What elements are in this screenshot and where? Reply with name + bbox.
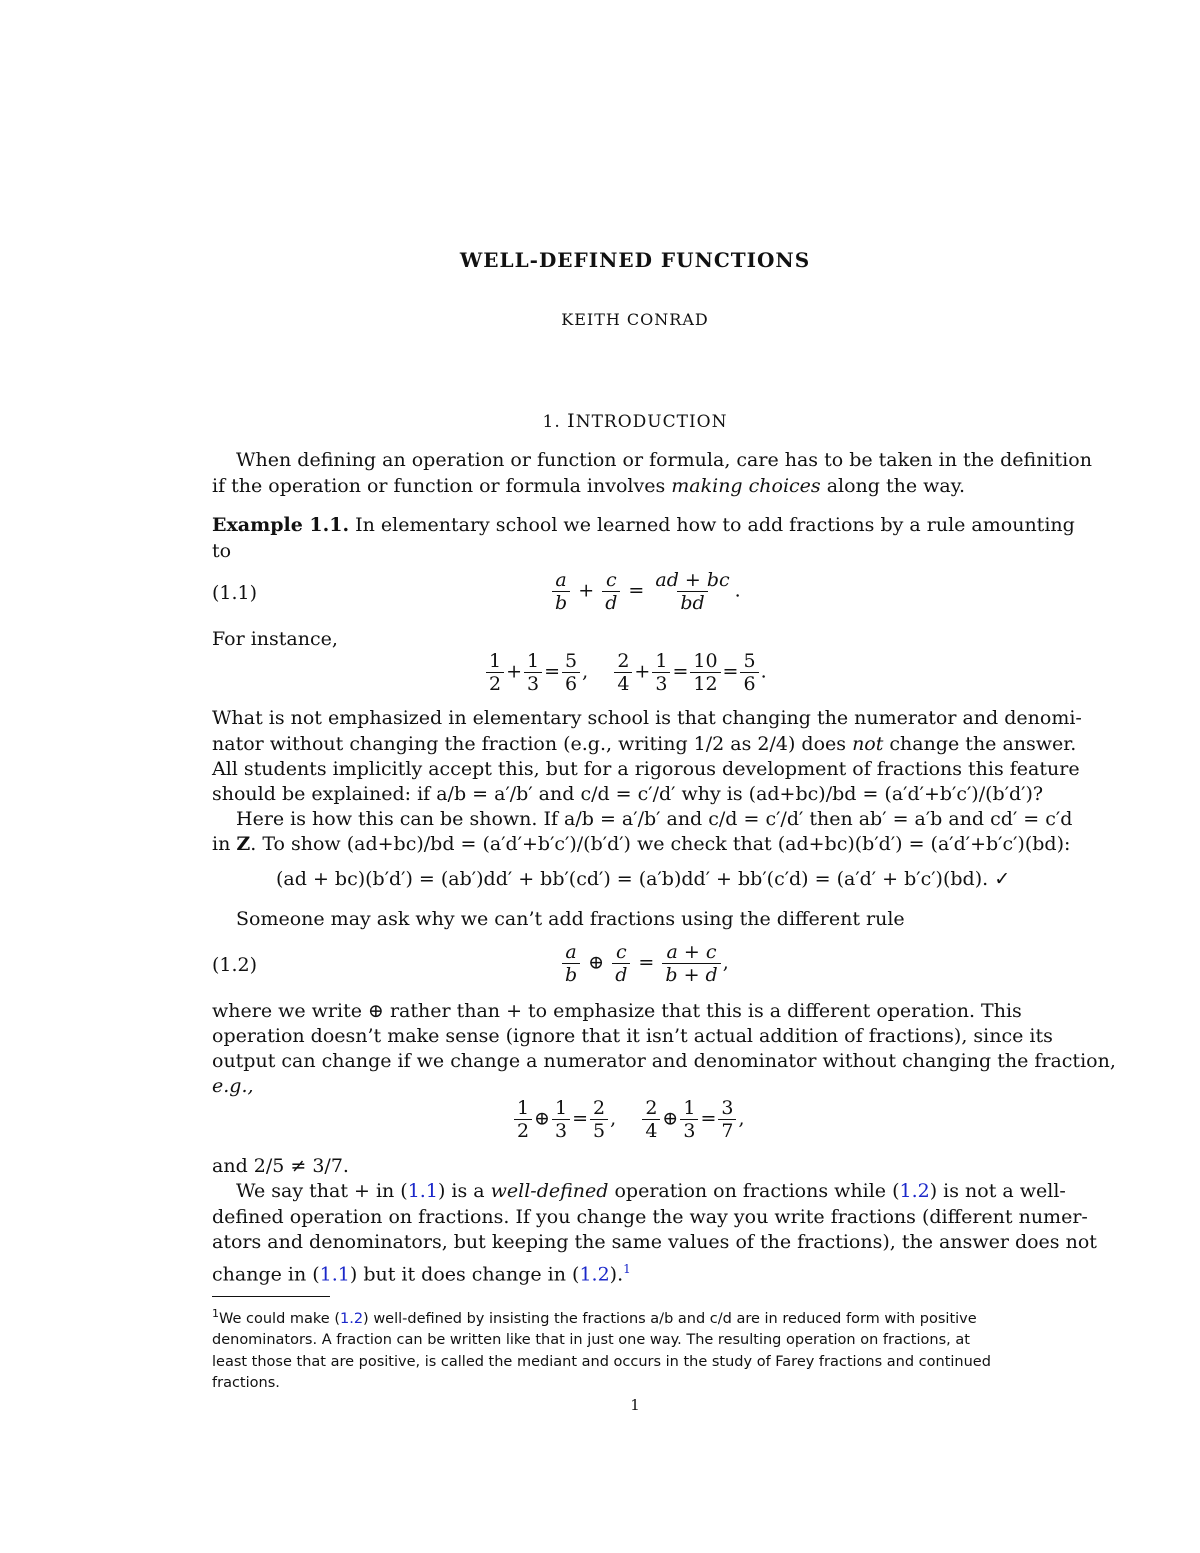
footnote-ref-eq-1-2[interactable]: 1.2 [339, 1310, 364, 1327]
check-equation: (ad + bc)(b′d′) = (ab′)dd′ + bb′(cd′) = (a′b)dd′ + bb′(c′d) = (a′d′ + b′c′)(bd). ✓ [276, 868, 1011, 890]
section-heading [0, 410, 1200, 432]
para5-line-2: operation doesn’t make sense (ignore that it isn’t actual addition of fractions), since its [212, 1025, 1053, 1047]
para2-line-2: nator without changing the fraction (e.g., writing 1/2 as 2/4) does not change the answer. [212, 733, 1077, 755]
para6-line-2: defined operation on fractions. If you change the way you write fractions (different numer- [212, 1206, 1088, 1228]
ref-eq-1-1[interactable]: 1.1 [319, 1263, 350, 1286]
equation-number-1-2: (1.2) [212, 954, 258, 976]
example-line-2: to [212, 540, 232, 562]
emphasis: making choices [671, 475, 821, 497]
ref-eq-1-1[interactable]: 1.1 [407, 1180, 438, 1202]
instance-equation-2: $\frac{1}{2}$ ⊕ $\frac{1}{3}$ = $\frac{2}{5}$ , $\frac{2}{4}$ ⊕ $\frac{1}{3}$ = $\frac{3}{7}$ , [512, 1097, 745, 1142]
para6-line-4: change in (1.1) but it does change in (1.2).$^1$ [212, 1262, 631, 1286]
equation-number-1-1: (1.1) [212, 582, 258, 604]
footnote-line-3: least those that are positive, is called the mediant and occurs in the study of Farey fractions and continued [212, 1353, 991, 1370]
for-instance: For instance, [212, 628, 338, 650]
para3-line-2: in Z. To show (ad+bc)/bd = (a′d′+b′c′)/(b′d′) we check that (ad+bc)(b′d′) = (a′d′+b′c′)(bd): [212, 833, 1071, 855]
footnote-line-2: denominators. A fraction can be written like that in just one way. The resulting operation on fractions, at [212, 1332, 970, 1349]
footnote-line-1: $^1$We could make (1.2) well-defined by insisting the fractions a/b and c/d are in reduced form with positive [212, 1307, 977, 1327]
paper-title: WELL-DEFINED FUNCTIONS [459, 248, 811, 272]
section-title-rest: NTRODUCTION [575, 412, 728, 432]
example-label: Example 1.1. [212, 514, 350, 536]
ref-eq-1-2[interactable]: 1.2 [579, 1263, 610, 1286]
and-line: and 2/5 ≠ 3/7. [212, 1155, 349, 1177]
para2-line-4: should be explained: if a/b = a′/b′ and c/d = c′/d′ why is (ad+bc)/bd = (a′d′+b′c′)/(b′d′)? [212, 783, 1044, 805]
ref-eq-1-2[interactable]: 1.2 [899, 1180, 930, 1202]
equation-1-2: $\frac{a}{b}$ ⊕ $\frac{c}{d}$ = $\frac{a + c}{b + d}$ , [560, 941, 729, 986]
para2-line-1: What is not emphasized in elementary school is that changing the numerator and denomi- [212, 707, 1082, 729]
para5-line-3: output can change if we change a numerator and denominator without changing the fraction, [212, 1050, 1116, 1072]
author-name: KEITH CONRAD [561, 310, 709, 329]
footnote-line-4: fractions. [212, 1375, 280, 1392]
example-line-1: Example 1.1. In elementary school we learned how to add fractions by a rule amounting [212, 514, 1075, 536]
integers-symbol: Z [236, 833, 251, 855]
intro-line-1: When defining an operation or function or formula, care has to be taken in the definition [236, 449, 1092, 471]
para5-line-1: where we write ⊕ rather than + to emphasize that this is a different operation. This [212, 1000, 1022, 1022]
para6-line-1: We say that + in (1.1) is a well-defined operation on fractions while (1.2) is not a well- [236, 1180, 1066, 1202]
section-initial: I [567, 410, 576, 432]
para3-line-1: Here is how this can be shown. If a/b = a′/b′ and c/d = c′/d′ then ab′ = a′b and cd′ = c′d [236, 808, 1073, 830]
instance-equation: $\frac{1}{2}$ + $\frac{1}{3}$ = $\frac{5}{6}$ , $\frac{2}{4}$ + $\frac{1}{3}$ = $\frac{10}{12}$ = $\frac{5}{6}$ . [484, 650, 767, 695]
footnote-ref[interactable]: 1 [623, 1262, 631, 1276]
para2-line-3: All students implicitly accept this, but for a rigorous development of fractions this feature [212, 758, 1080, 780]
para4: Someone may ask why we can’t add fractions using the different rule [236, 908, 905, 930]
para6-line-3: ators and denominators, but keeping the same values of the fractions), the answer does not [212, 1231, 1097, 1253]
section-number: 1. [542, 412, 561, 432]
page-number: 1 [630, 1396, 640, 1414]
footnote-rule [212, 1296, 330, 1297]
footnote [212, 1303, 1060, 1395]
intro-line-2: if the operation or function or formula involves making choices along the way. [212, 475, 965, 497]
equation-1-1: $\frac{a}{b}$ + $\frac{c}{d}$ = $\frac{ad + bc}{bd}$ . [550, 569, 741, 614]
para5-line-4: e.g., [212, 1075, 254, 1097]
